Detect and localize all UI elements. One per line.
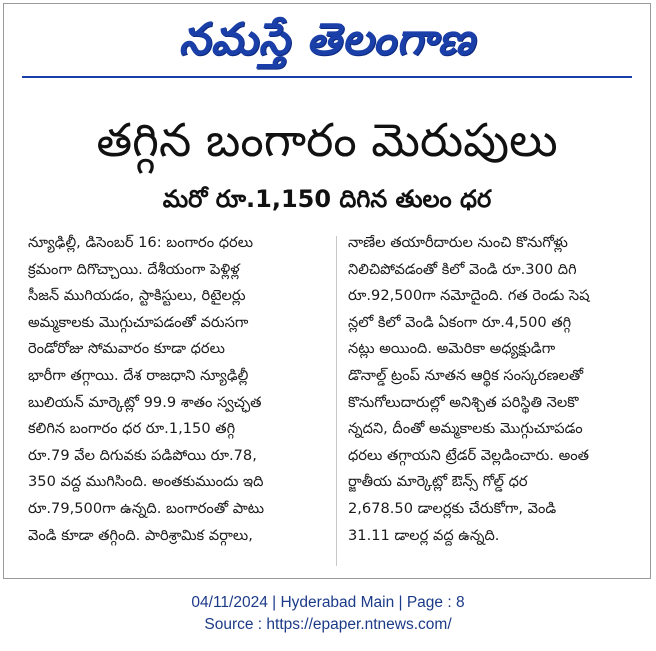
text-line: వెండి కూడా తగ్గింది. పారిశ్రామిక వర్గాలు, bbox=[28, 526, 253, 544]
text-line: న్యూఢిల్లీ, డిసెంబర్ 16: బంగారం ధరలు bbox=[28, 234, 254, 251]
text-line: రూ.79,500గా ఉన్నది. బంగారంతో పాటు bbox=[28, 499, 265, 517]
text-line: 31.11 డాలర్ల వద్ద ఉన్నది. bbox=[348, 526, 500, 544]
text-line: రెండోరోజు సోమవారం కూడా ధరలు bbox=[28, 340, 225, 358]
text-line: నిలిచిపోవడంతో కిలో వెండి రూ.300 దిగి bbox=[348, 260, 577, 278]
text-line: భారీగా తగ్గాయి. దేశ రాజధాని న్యూఢిల్లీ bbox=[28, 366, 249, 384]
article-column-left bbox=[28, 230, 318, 549]
text-line: క్రమంగా దిగొచ్చాయి. దేశీయంగా పెళ్లిళ్ల bbox=[28, 260, 240, 278]
text-line: నట్లు అయింది. అమెరికా అధ్యక్షుడిగా bbox=[348, 340, 556, 358]
text-line: బులియన్ మార్కెట్లో 99.9 శాతం స్వచ్ఛత bbox=[28, 393, 262, 411]
article-subheadline: మరో రూ.1,150 దిగిన తులం ధర bbox=[162, 185, 492, 213]
text-line: సీజన్ ముగియడం, స్టాకిస్టులు, రిటైలర్లు bbox=[28, 287, 246, 305]
text-line: కలిగిన బంగారం ధర రూ.1,150 తగ్గి bbox=[28, 420, 236, 438]
text-line: రూ.92,500గా నమోదైంది. గత రెండు సెష bbox=[348, 287, 590, 305]
text-line: న్లలో కిలో వెండి ఏకంగా రూ.4,500 తగ్గి bbox=[348, 313, 572, 331]
source-link[interactable]: Source : https://epaper.ntnews.com/ bbox=[204, 616, 452, 633]
text-line: నాణేల తయారీదారుల నుంచి కొనుగోళ్లు bbox=[348, 234, 568, 251]
text-line: అమ్మకాలకు మొగ్గుచూపడంతో వరుసగా bbox=[28, 313, 249, 331]
article-column-right bbox=[348, 230, 638, 549]
text-line: డొనాల్డ్ ట్రంప్ నూతన ఆర్థిక సంస్కరణలతో bbox=[348, 366, 584, 384]
text-line: 350 వద్ద ముగిసింది. అంతకుముందు ఇది bbox=[28, 473, 264, 491]
masthead-rule bbox=[22, 76, 632, 78]
text-line: 2,678.50 డాలర్లకు చేరుకోగా, వెండి bbox=[348, 499, 557, 517]
clipping-footer bbox=[0, 592, 656, 636]
text-line: కొనుగోలుదారుల్లో అనిశ్చిత పరిస్థితి నెలకొ bbox=[348, 393, 579, 411]
article-headline: తగ్గిన బంగారం మెరుపులు bbox=[96, 113, 558, 167]
text-line: ర్జాతీయ మార్కెట్లో ఔన్స్ గోల్డ్ ధర bbox=[348, 473, 528, 491]
text-line: రూ.79 వేల దిగువకు పడిపోయి రూ.78, bbox=[28, 446, 257, 464]
text-line: న్నదని, దీంతో అమ్మకాలకు మొగ్గుచూపడం bbox=[348, 420, 583, 438]
newspaper-masthead: నమస్తే తెలంగాణ bbox=[178, 14, 476, 65]
text-line: ధరలు తగ్గాయని ట్రేడర్ వెల్లడించారు. అంత bbox=[348, 446, 590, 464]
publication-meta: 04/11/2024 | Hyderabad Main | Page : 8 bbox=[191, 594, 465, 611]
column-divider bbox=[336, 236, 337, 566]
clipping-frame bbox=[3, 3, 651, 579]
